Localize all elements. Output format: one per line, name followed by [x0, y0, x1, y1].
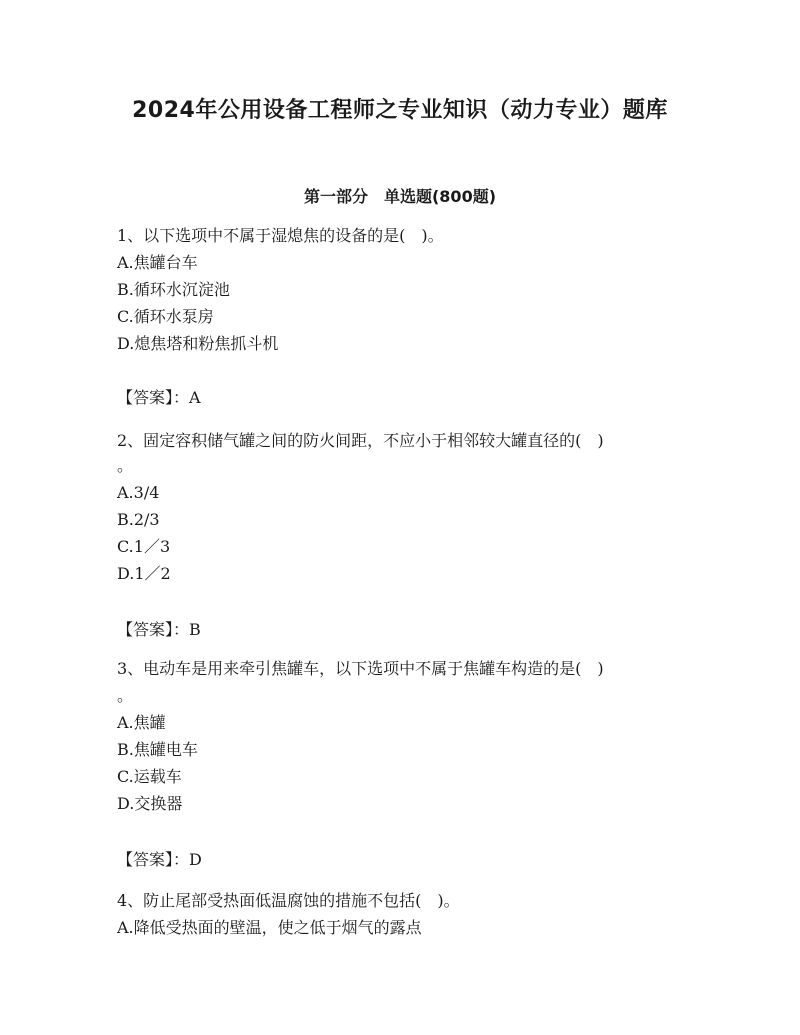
document-title: 2024年公用设备工程师之专业知识（动力专业）题库: [132, 98, 668, 123]
question-stem: 2、固定容积储气罐之间的防火间距，不应小于相邻较大罐直径的( ): [117, 431, 604, 450]
section-title: 第一部分 单选题(800题): [303, 187, 497, 206]
question-option: A.焦罐台车: [117, 253, 198, 272]
question-stem-continuation: 。: [117, 456, 134, 475]
question-option: B.2/3: [117, 510, 160, 529]
question-stem: 1、以下选项中不属于湿熄焦的设备的是( )。: [117, 226, 444, 245]
question-option: A.3/4: [117, 483, 160, 502]
answer-label: 【答案】：: [117, 620, 190, 639]
question-option: C.运载车: [117, 767, 182, 786]
answer-label: 【答案】：: [117, 388, 190, 407]
answer-value: A: [189, 388, 201, 407]
question-stem: 3、电动车是用来牵引焦罐车，以下选项中不属于焦罐车构造的是( ): [117, 659, 604, 678]
answer-line: [117, 850, 202, 870]
answer-value: B: [189, 620, 201, 639]
question-option: D.交换器: [117, 794, 183, 813]
question-option: D.熄焦塔和粉焦抓斗机: [117, 334, 279, 353]
question-option: A.焦罐: [117, 713, 166, 732]
answer-value: D: [189, 850, 202, 869]
question-option: D.1／2: [117, 564, 171, 583]
question-stem-continuation: 。: [117, 686, 134, 705]
answer-line: [117, 388, 201, 408]
answer-line: [117, 620, 201, 640]
question-option: C.循环水泵房: [117, 307, 214, 326]
question-option: C.1／3: [117, 537, 171, 556]
question-option: A.降低受热面的壁温，使之低于烟气的露点: [117, 918, 422, 937]
answer-label: 【答案】：: [117, 850, 190, 869]
question-stem: 4、防止尾部受热面低温腐蚀的措施不包括( )。: [117, 891, 460, 910]
question-option: B.循环水沉淀池: [117, 280, 230, 299]
question-option: B.焦罐电车: [117, 740, 198, 759]
